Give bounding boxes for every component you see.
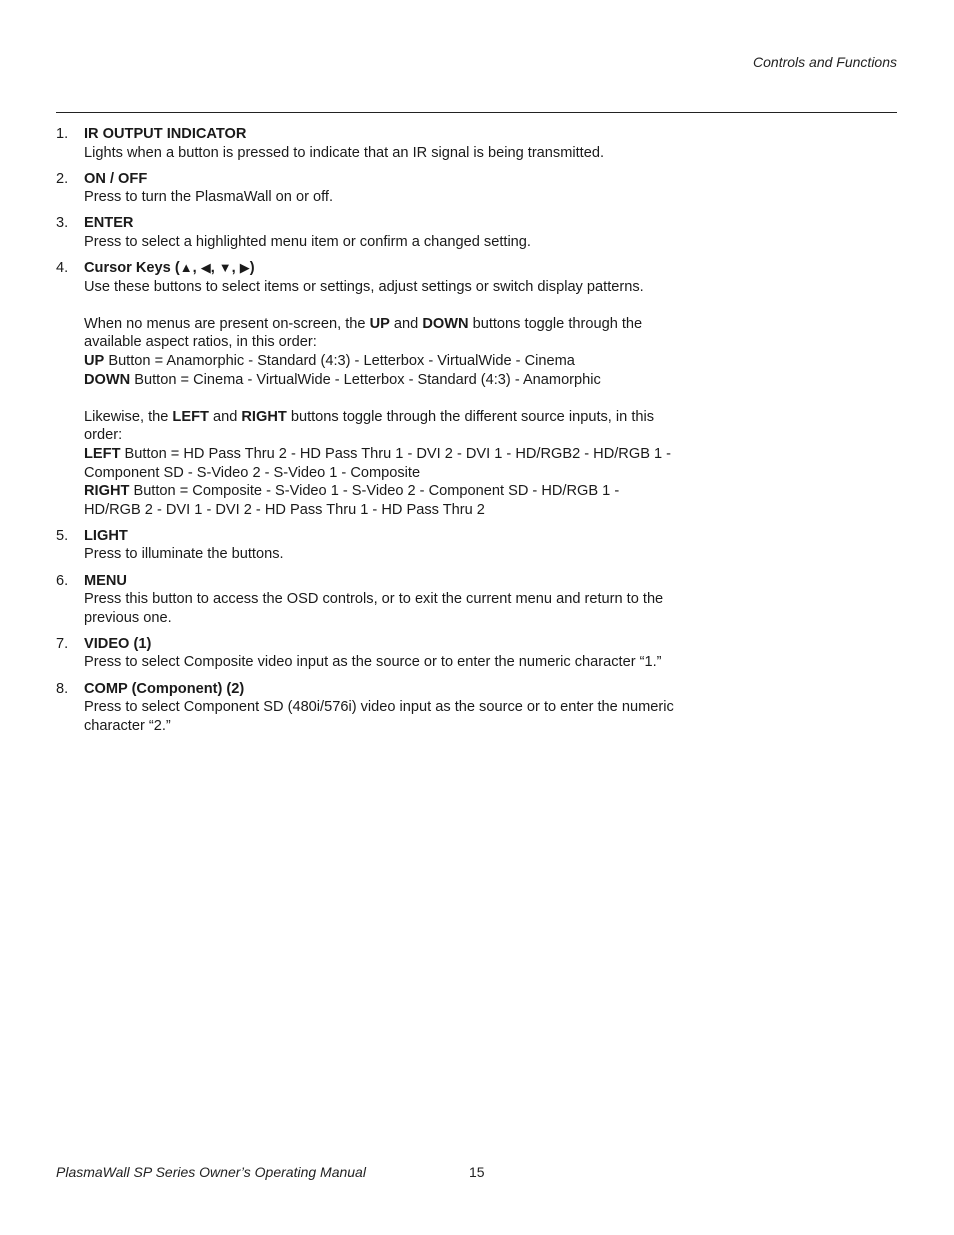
list-item [56, 635, 676, 672]
page-number: 15 [469, 1164, 485, 1180]
aspect-ratio-intro: When no menus are present on-screen, the UP and DOWN buttons toggle through the available aspect ratios, in this order: [84, 315, 643, 351]
footer-manual-title: PlasmaWall SP Series Owner’s Operating Manual [56, 1164, 366, 1180]
item-description: Lights when a button is pressed to indicate that an IR signal is being transmitted. [84, 144, 605, 161]
item-title: VIDEO (1) [84, 635, 152, 652]
list-item-cursor-keys [56, 259, 676, 519]
list-item [56, 170, 676, 207]
item-description: Press to select a highlighted menu item or confirm a changed setting. [84, 233, 531, 250]
item-number: 8. [56, 680, 69, 697]
section-header: Controls and Functions [753, 54, 897, 70]
item-description: Press this button to access the OSD controls, or to exit the current menu and return to the previous one. [84, 591, 664, 626]
item-description: Press to select Composite video input as the source or to enter the numeric character “1.” [84, 654, 662, 671]
item-number: 7. [56, 635, 69, 652]
list-item [56, 125, 676, 162]
left-sequence: LEFT Button = HD Pass Thru 2 - HD Pass Thru 1 - DVI 2 - DVI 1 - HD/RGB2 - HD/RGB 1 - Component SD - S-Video 2 - S-Video 1 - Composite [84, 446, 672, 481]
list-item [56, 527, 676, 564]
down-arrow-icon: ▼ [218, 260, 232, 276]
item-description: Press to illuminate the buttons. [84, 546, 284, 563]
source-input-intro: Likewise, the LEFT and RIGHT buttons toggle through the different source inputs, in this order: [84, 408, 655, 444]
item-number: 4. [56, 260, 69, 277]
item-title: ENTER [84, 215, 134, 232]
up-sequence: UP Button = Anamorphic - Standard (4:3) - Letterbox - VirtualWide - Cinema [84, 353, 575, 370]
item-title: LIGHT [84, 527, 128, 544]
up-arrow-icon: ▲ [179, 260, 193, 276]
item-title: ON / OFF [84, 170, 148, 187]
right-sequence: RIGHT Button = Composite - S-Video 1 - S-Video 2 - Component SD - HD/RGB 1 - HD/RGB 2 - DVI 1 - DVI 2 - HD Pass Thru 1 - HD Pass Thru 2 [84, 483, 620, 518]
item-description: Press to turn the PlasmaWall on or off. [84, 189, 334, 206]
item-number: 1. [56, 126, 69, 142]
left-arrow-icon: ◀ [200, 260, 211, 276]
item-description: Press to select Component SD (480i/576i) video input as the source or to enter the numeric character “2.” [84, 699, 674, 734]
controls-list [56, 125, 676, 743]
down-sequence: DOWN Button = Cinema - VirtualWide - Letterbox - Standard (4:3) - Anamorphic [84, 371, 601, 388]
item-number: 3. [56, 215, 69, 232]
item-title: MENU [84, 572, 127, 589]
item-number: 6. [56, 572, 69, 589]
list-item [56, 680, 676, 736]
item-title: Cursor Keys (▲, ◀, ▼, ▶) [84, 260, 255, 277]
header-rule [56, 112, 897, 113]
item-number: 5. [56, 527, 69, 544]
item-number: 2. [56, 170, 69, 187]
item-title: COMP (Component) (2) [84, 680, 245, 697]
item-title: IR OUTPUT INDICATOR [84, 126, 247, 142]
list-item [56, 214, 676, 251]
item-description: Use these buttons to select items or settings, adjust settings or switch display patterns. [84, 278, 644, 295]
right-arrow-icon: ▶ [239, 260, 250, 276]
list-item [56, 572, 676, 628]
